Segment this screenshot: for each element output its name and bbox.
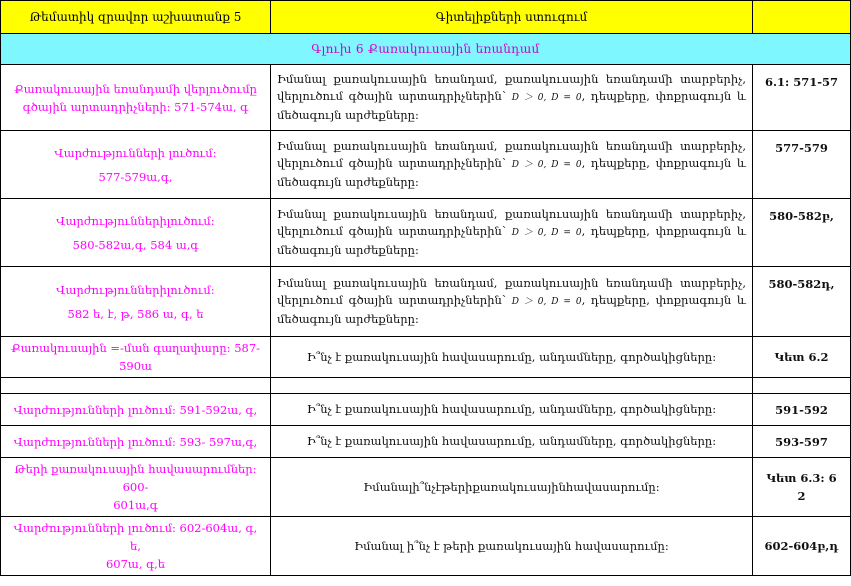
- topic-cell: [1, 458, 271, 517]
- header-cell-check: Գիտելիքների ստուգում: [271, 1, 753, 34]
- topic-line: Վարժություններիլուծում:: [56, 213, 215, 228]
- table-row: [1, 394, 851, 426]
- goal-cell: Ի՞նչ է քառակուսային հավասարումը, անդամները, գործակիցները:: [271, 394, 753, 426]
- topic-cell: [1, 131, 271, 199]
- topic-cell: [1, 517, 271, 576]
- topic-line: Թերի քառակուսային հավասարումներ: 600-: [14, 462, 257, 494]
- spacer-row: [1, 378, 851, 394]
- topic-line: 582 ե, է, թ, 586 ա, գ, ե: [67, 306, 204, 321]
- goal-text: Իմանալ քառակուսային եռանդամ, քառակուսային եռանդամի տարբերիչ, վերլուծում գծային արտադրիչներին՝: [277, 207, 746, 238]
- table-row: [1, 199, 851, 267]
- ref-cell: 580-582դ,: [753, 267, 851, 337]
- goal-text: , դեպքերը, փոքրագույն և մեծագույն արժեքները:: [277, 224, 747, 257]
- topic-line: Վարժությունների լուծում:: [54, 145, 217, 160]
- chapter-row: [1, 34, 851, 65]
- table-row: [1, 65, 851, 131]
- header-cell-topic: Թեմատիկ զրավոր աշխատանք 5: [1, 1, 271, 34]
- topic-line: Վարժություններիլուծում:: [56, 282, 215, 297]
- topic-line: 601ա,գ: [113, 498, 158, 512]
- ref-cell: 591-592: [753, 394, 851, 426]
- goal-cell: [271, 199, 753, 267]
- goal-cell: Իմանալ ի՞նչ է թերի քառակուսային հավասարումը:: [271, 517, 753, 576]
- topic-line: 580-582ա,գ, 584 ա,գ: [72, 237, 199, 252]
- goal-text: Իմանալ քառակուսային եռանդամ, քառակուսային եռանդամի տարբերիչ, վերլուծում գծային արտադրիչներին՝: [277, 276, 746, 307]
- ref-cell: [753, 458, 851, 517]
- topic-cell: [1, 65, 271, 131]
- table-row: [1, 337, 851, 378]
- topic-line: գծային արտադրիչների: 571-574ա, գ: [22, 99, 249, 114]
- goal-symbols: D ＞ 0, D = 0: [511, 160, 582, 170]
- ref-cell: 6.1: 571-57: [753, 65, 851, 131]
- topic-line: 607ա, գ,ե: [105, 557, 166, 571]
- goal-text: , դեպքերը, փոքրագույն և մեծագույն արժեքները:: [277, 156, 747, 189]
- table-row: [1, 517, 851, 576]
- topic-cell: Վարժությունների լուծում: 591-592ա, գ,: [1, 394, 271, 426]
- header-cell-ref: [753, 1, 851, 34]
- goal-symbols: D ＞ 0, D = 0: [511, 93, 582, 103]
- goal-text: , դեպքերը, փոքրագույն և մեծագույն արժեքները:: [277, 293, 747, 326]
- goal-symbols: D ＞ 0, D = 0: [511, 297, 582, 307]
- goal-symbols: D ＞ 0, D = 0: [511, 228, 582, 238]
- ref-cell: 593-597: [753, 426, 851, 458]
- goal-cell: [271, 131, 753, 199]
- chapter-title: Գլուխ 6 Քառակուսային եռանդամ: [1, 34, 851, 65]
- topic-cell: Քառակուսային =-ման գաղափարը: 587-590ա: [1, 337, 271, 378]
- ref-cell: 580-582բ,: [753, 199, 851, 267]
- topic-line: 577-579ա,գ,: [98, 169, 173, 184]
- goal-text: , դեպքերը, փոքրագույն և մեծագույն արժեքները:: [277, 89, 747, 122]
- topic-cell: [1, 199, 271, 267]
- goal-cell: Ի՞նչ է քառակուսային հավասարումը, անդամները, գործակիցները:: [271, 426, 753, 458]
- topic-cell: Վարժությունների լուծում: 593- 597ա,գ,: [1, 426, 271, 458]
- goal-cell: [271, 65, 753, 131]
- topic-cell: [1, 267, 271, 337]
- ref-cell: 577-579: [753, 131, 851, 199]
- table-row: [1, 426, 851, 458]
- table-row: [1, 458, 851, 517]
- ref-cell: Կետ 6.2: [753, 337, 851, 378]
- ref-line: Կետ 6.3: 6: [766, 471, 837, 485]
- topic-line: Քառակուսային եռանդամի վերլուծումը: [14, 81, 257, 96]
- goal-text: Իմանալ քառակուսային եռանդամ, քառակուսային եռանդամի տարբերիչ, վերլուծում գծային արտադրիչներին՝: [277, 72, 746, 103]
- header-row: [1, 1, 851, 34]
- table-row: [1, 131, 851, 199]
- table-row: [1, 267, 851, 337]
- goal-cell: Իմանալի՞նչէթերիքառակուսայինհավասարումը:: [271, 458, 753, 517]
- goal-text: Իմանալ քառակուսային եռանդամ, քառակուսային եռանդամի տարբերիչ, վերլուծում գծային արտադրիչներին՝: [277, 139, 746, 170]
- goal-cell: [271, 267, 753, 337]
- ref-cell: 602-604բ,դ: [753, 517, 851, 576]
- ref-line: 2: [797, 489, 806, 503]
- topic-line: Վարժությունների լուծում: 602-604ա, գ, ե,: [13, 521, 258, 553]
- goal-cell: Ի՞նչ է քառակուսային հավասարումը, անդամները, գործակիցները:: [271, 337, 753, 378]
